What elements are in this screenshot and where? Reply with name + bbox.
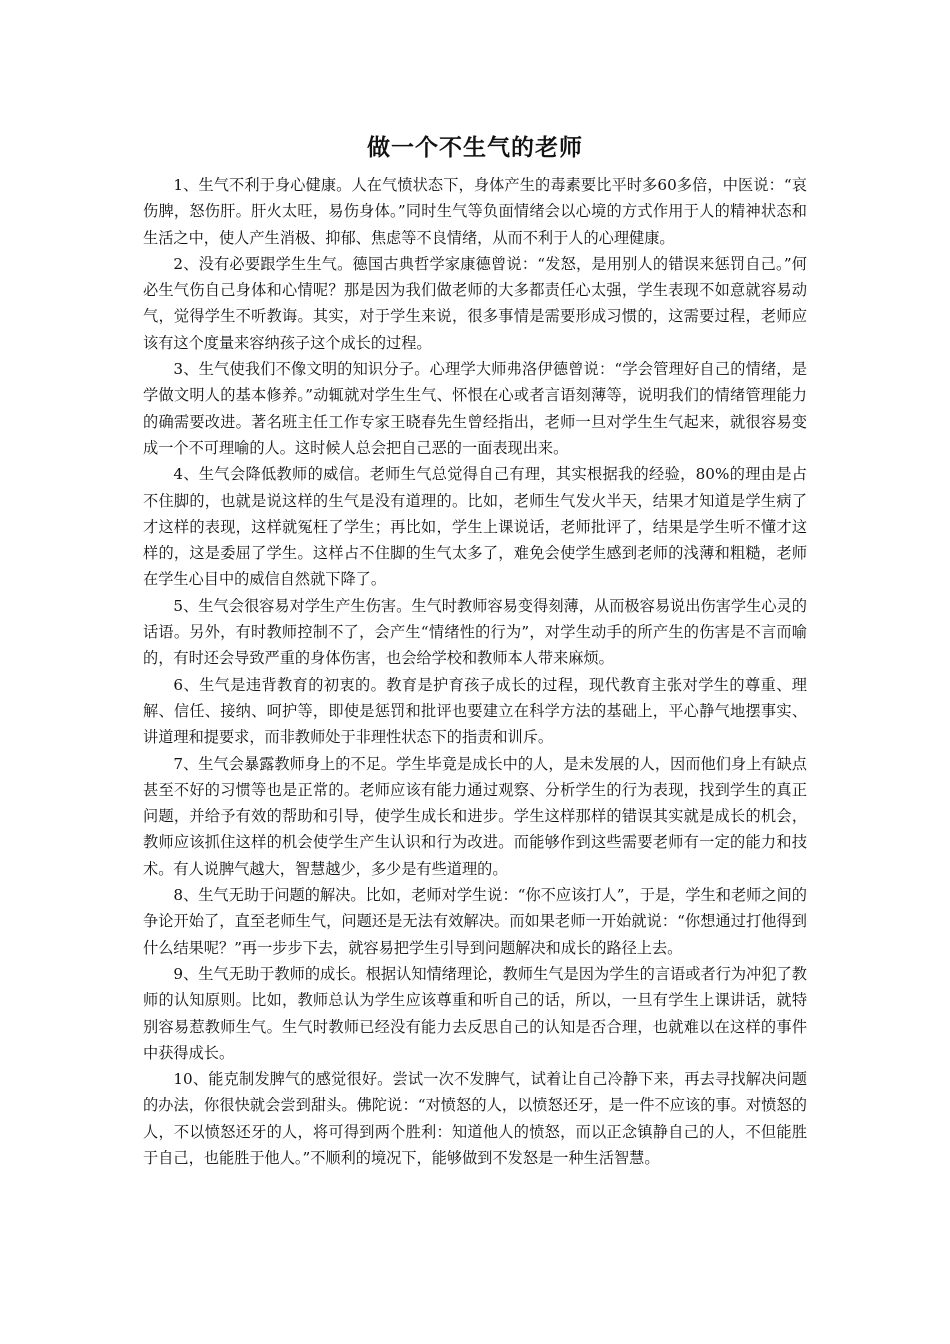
paragraph-5: 5、生气会很容易对学生产生伤害。生气时教师容易变得刻薄，从而极容易说出伤害学生心灵的话语。另外，有时教师控制不了，会产生“情绪性的行为”，对学生动手的所产生的伤害是不言而喻的，有时还会导致严重的身体伤害，也会给学校和教师本人带来麻烦。 [143,596,807,668]
paragraph-1: 1、生气不利于身心健康。人在气愤状态下，身体产生的毒素要比平时多60多倍，中医说：“哀伤脾，怒伤肝。肝火太旺，易伤身体。”同时生气等负面情绪会以心境的方式作用于人的精神状态和生活之中，使人产生消极、抑郁、焦虑等不良情绪，从而不利于人的心理健康。 [143,176,807,247]
paragraph-10: 10、能克制发脾气的感觉很好。尝试一次不发脾气，试着让自己冷静下来，再去寻找解决问题的办法，你很快就会尝到甜头。佛陀说：“对愤怒的人，以愤怒还牙，是一件不应该的事。对愤怒的人，不以愤怒还牙的人，将可得到两个胜利：知道他人的愤怒，而以正念镇静自己的人，不但能胜于自己，也能胜于他人。”不顺利的境况下，能够做到不发怒是一种生活智慧。 [143,1070,807,1167]
document-page [143,128,807,1171]
paragraph-7: 7、生气会暴露教师身上的不足。学生毕竟是成长中的人，是未发展的人，因而他们身上有缺点甚至不好的习惯等也是正常的。老师应该有能力通过观察、分析学生的行为表现，找到学生的真正问题，并给予有效的帮助和引导，使学生成长和进步。学生这样那样的错误其实就是成长的机会，教师应该抓住这样的机会使学生产生认识和行为改进。而能够作到这些需要老师有一定的能力和技术。有人说脾气越大，智慧越少，多少是有些道理的。 [143,754,807,878]
paragraph-3: 3、生气使我们不像文明的知识分子。心理学大师弗洛伊德曾说：“学会管理好自己的情绪，是学做文明人的基本修养。”动辄就对学生生气、怀恨在心或者言语刻薄等，说明我们的情绪管理能力的确需要改进。著名班主任工作专家王晓春先生曾经指出，老师一旦对学生生气起来，就很容易变成一个不可理喻的人。这时候人总会把自己恶的一面表现出来。 [143,360,807,457]
document-title: 做一个不生气的老师 [367,135,583,161]
paragraph-4: 4、生气会降低教师的威信。老师生气总觉得自己有理，其实根据我的经验，80%的理由是占不住脚的，也就是说这样的生气是没有道理的。比如，老师生气发火半天，结果才知道是学生病了才这样的表现，这样就冤枉了学生；再比如，学生上课说话，老师批评了，结果是学生听不懂才这样的，这是委屈了学生。这样占不住脚的生气太多了，难免会使学生感到老师的浅薄和粗糙，老师在学生心目中的威信自然就下降了。 [143,465,807,589]
paragraph-6: 6、生气是违背教育的初衷的。教育是护育孩子成长的过程，现代教育主张对学生的尊重、理解、信任、接纳、呵护等，即使是惩罚和批评也要建立在科学方法的基础上，平心静气地摆事实、讲道理和提要求，而非教师处于非理性状态下的指责和训斥。 [143,675,807,747]
paragraph-2: 2、没有必要跟学生生气。德国古典哲学家康德曾说：“发怒，是用别人的错误来惩罚自己。”何必生气伤自己身体和心情呢？那是因为我们做老师的大多都责任心太强，学生表现不如意就容易动气，觉得学生不听教诲。其实，对于学生来说，很多事情是需要形成习惯的，这需要过程，老师应该有这个度量来容纳孩子这个成长的过程。 [143,254,807,352]
paragraph-9: 9、生气无助于教师的成长。根据认知情绪理论，教师生气是因为学生的言语或者行为冲犯了教师的认知原则。比如，教师总认为学生应该尊重和听自己的话，所以，一旦有学生上课讲话，就特别容易惹教师生气。生气时教师已经没有能力去反思自己的认知是否合理，也就难以在这样的事件中获得成长。 [143,964,807,1062]
paragraph-8: 8、生气无助于问题的解决。比如，老师对学生说：“你不应该打人”，于是，学生和老师之间的争论开始了，直至老师生气，问题还是无法有效解决。而如果老师一开始就说：“你想通过打他得到什么结果呢？”再一步步下去，就容易把学生引导到问题解决和成长的路径上去。 [143,886,807,957]
